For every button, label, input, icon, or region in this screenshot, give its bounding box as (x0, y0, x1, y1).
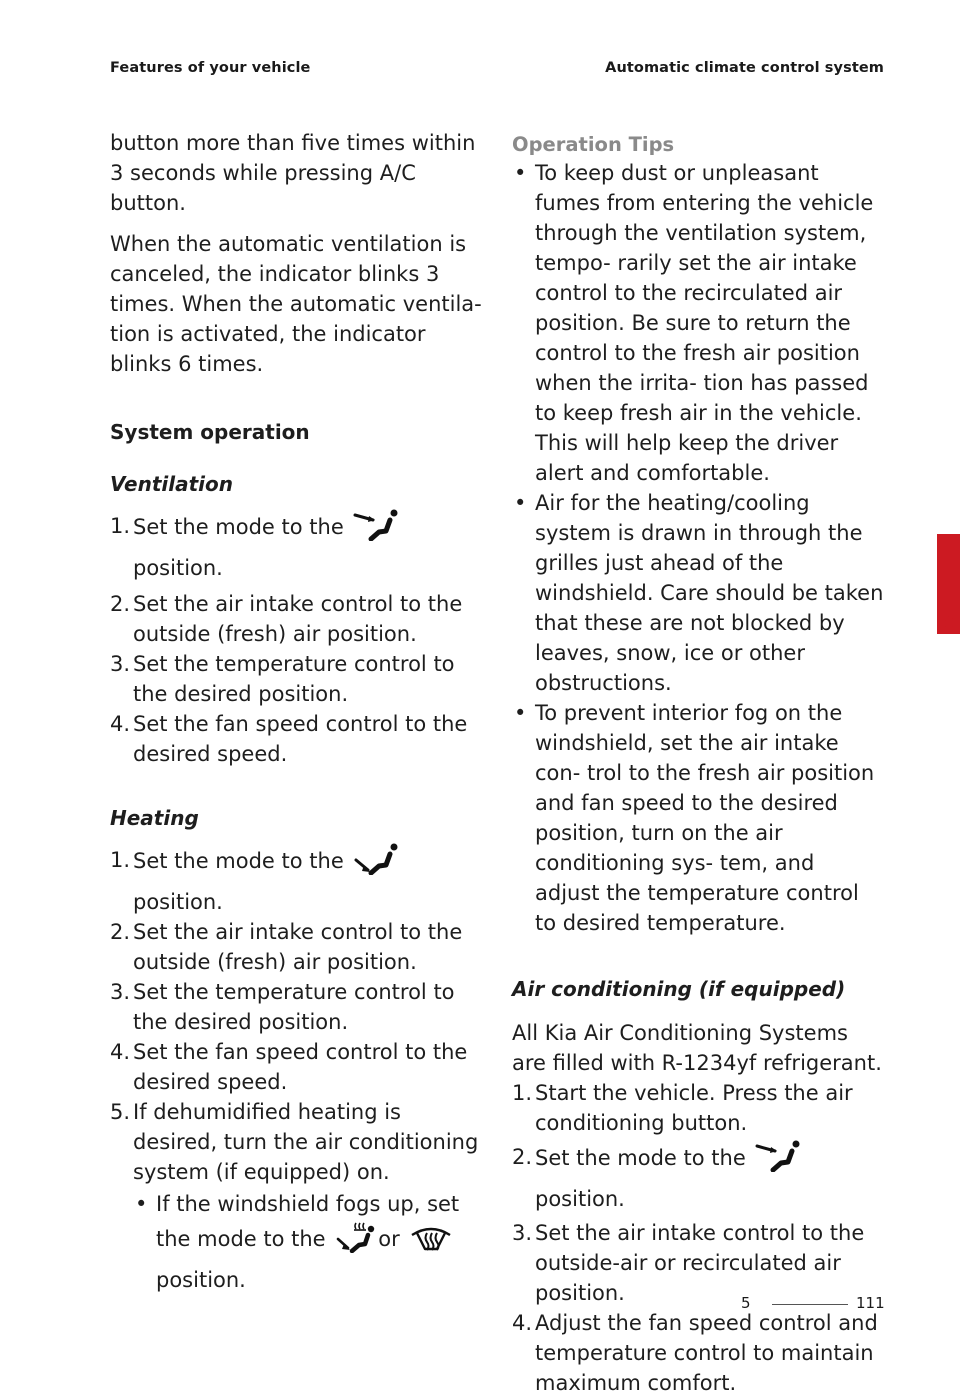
heating-step-5: 5. If dehumidified heating is desired, turn the air conditioning system (if equipped) on. • If the windshield fogs up, set the mode to the or position. (110, 1097, 482, 1297)
ventilation-step-4: 4. Set the fan speed control to the desired speed. (110, 712, 468, 766)
tip-item: • Air for the heating/cooling system is drawn in through the grilles just ahead of the windshield. Care should be taken that these are not blocked by leaves, snow, ice or other obstructions. (514, 491, 884, 695)
heating-heading: Heating (110, 806, 199, 830)
operation-tips-list (512, 158, 884, 938)
tip-item: • To keep dust or unpleasant fumes from entering the vehicle through the ventilation system, tempo- rarily set the air intake control to the recirculated air position. Be sure to return the control to the fresh air position when the irrita- tion has passed to keep fresh air in the vehicle. This will help keep the driver alert and comfortable. (514, 161, 874, 485)
ventilation-heading: Ventilation (110, 472, 233, 496)
air-conditioning-steps (512, 1078, 884, 1398)
face-vent-icon (353, 509, 399, 551)
heating-step-1: 1. Set the mode to the position. (110, 843, 482, 919)
ventilation-step-2: 2. Set the air intake control to the outside (fresh) air position. (110, 592, 463, 646)
heating-step-2: 2. Set the air intake control to the outside (fresh) air position. (110, 920, 463, 974)
footer-page-number: 111 (856, 1294, 885, 1312)
face-vent-icon (755, 1140, 801, 1182)
tip-item: • To prevent interior fog on the windshield, set the air intake con- trol to the fresh air position and fan speed to the desired position, turn on the air conditioning sys- tem, and adjust the temperature control to desired temperature. (514, 701, 875, 935)
ac-step-2: 2. Set the mode to the position. (512, 1140, 884, 1216)
header-chapter-title: Automatic climate control system (605, 60, 884, 76)
auto-ventilation-paragraph: When the automatic ventilation is canceled, the indicator blinks 3 times. When the automatic ventila- tion is activated, the indicator blinks 6 times. (110, 232, 482, 376)
heating-sub-list (133, 1187, 482, 1297)
heating-step-4: 4. Set the fan speed control to the desired speed. (110, 1040, 468, 1094)
footer-divider (772, 1304, 848, 1305)
heating-step-3: 3. Set the temperature control to the desired position. (110, 980, 455, 1034)
right-column (512, 128, 884, 1398)
air-conditioning-intro: All Kia Air Conditioning Systems are filled with R-1234yf refrigerant. (512, 1021, 882, 1075)
ventilation-steps (110, 509, 482, 769)
ac-step-4: 4. Adjust the fan speed control and temperature control to maintain maximum comfort. (512, 1311, 878, 1395)
ac-step-1: 1. Start the vehicle. Press the air conditioning button. (512, 1081, 853, 1135)
system-operation-heading: System operation (110, 420, 310, 444)
heating-steps (110, 843, 482, 1297)
ventilation-step-3: 3. Set the temperature control to the desired position. (110, 652, 455, 706)
defrost-icon (409, 1221, 453, 1263)
header-section-title: Features of your vehicle (110, 60, 311, 76)
footer-section-number: 5 (741, 1294, 751, 1312)
chapter-side-tab-number: 5 (943, 610, 957, 632)
heating-sub-item: • If the windshield fogs up, set the mode to the or position. (135, 1192, 460, 1292)
ventilation-step-1: 1. Set the mode to the position. (110, 509, 482, 585)
operation-tips-heading: Operation Tips (512, 133, 675, 156)
intro-paragraph: button more than five times within 3 seconds while pressing A/C button. (110, 131, 476, 215)
left-column (110, 128, 482, 1297)
floor-defrost-icon (335, 1221, 375, 1263)
ac-step-3: 3. Set the air intake control to the outside-air or recirculated air position. (512, 1221, 865, 1305)
air-conditioning-heading: Air conditioning (if equipped) (512, 977, 846, 1001)
floor-vent-icon (353, 843, 399, 885)
